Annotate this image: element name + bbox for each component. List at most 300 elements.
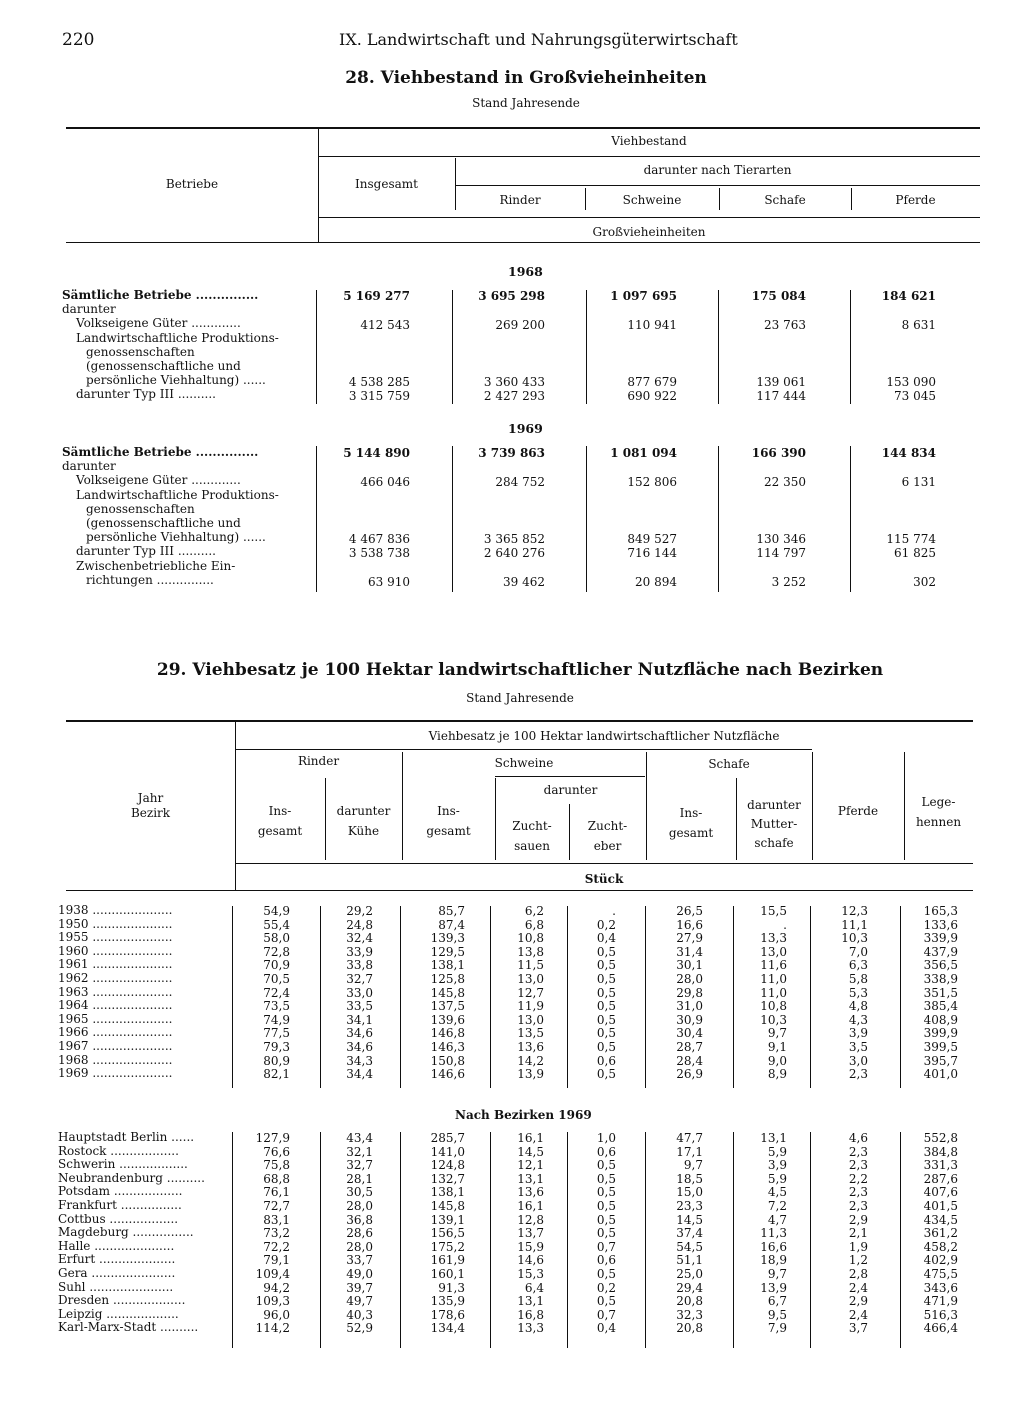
cell-value: 0,5	[596, 958, 616, 973]
cell-value: 47,7	[676, 1131, 703, 1145]
row-label: 1950 .....................	[58, 916, 173, 931]
cell-value: 31,0	[676, 999, 703, 1014]
cell-value: 15,9	[517, 1239, 544, 1254]
cell-value: 7,9	[767, 1321, 787, 1336]
header-schweine-ins-1: Ins-	[437, 804, 460, 818]
cell-value: 7,2	[767, 1199, 787, 1213]
cell-value: 331,3	[923, 1158, 958, 1173]
cell-value: 16,6	[760, 1239, 787, 1254]
cell-value: .	[783, 917, 787, 932]
cell-value: 175 084	[751, 289, 806, 303]
table-29-title: 29. Viehbesatz je 100 Hektar landwirtschaftlicher Nutzfläche nach Bezirken	[156, 660, 884, 680]
cell-value: 285,7	[430, 1131, 465, 1145]
cell-value: 3,5	[848, 1040, 868, 1054]
header-legehennen-1: Lege-	[921, 795, 956, 809]
cell-value: 34,6	[346, 1040, 373, 1054]
cell-value: 0,7	[596, 1239, 616, 1254]
cell-value: 32,7	[346, 1158, 373, 1173]
cell-value: 384,8	[923, 1144, 958, 1159]
row-label: 1966 .....................	[58, 1025, 173, 1040]
cell-value: 156,5	[430, 1226, 465, 1241]
cell-value: 2,3	[848, 1185, 868, 1200]
header-viehbestand: Viehbestand	[611, 134, 687, 148]
cell-value: 1,9	[848, 1239, 868, 1254]
cell-value: 138,1	[430, 1185, 465, 1200]
header-kuehe-2: Kühe	[347, 824, 380, 838]
cell-value: 0,2	[596, 917, 616, 932]
cell-value: 471,9	[923, 1294, 958, 1309]
cell-value: 141,0	[430, 1144, 465, 1159]
header-rinder: Rinder	[499, 193, 541, 207]
cell-value: 2 427 293	[483, 389, 545, 404]
cell-value: 85,7	[438, 904, 465, 918]
cell-value: 11,6	[760, 958, 787, 973]
header-darunter: darunter nach Tierarten	[643, 163, 792, 177]
cell-value: .	[612, 904, 616, 918]
row-label: 1963 .....................	[58, 984, 173, 999]
table-28-subtitle: Stand Jahresende	[472, 96, 580, 110]
cell-value: 33,5	[346, 999, 373, 1014]
header-betriebe: Betriebe	[165, 177, 219, 191]
cell-value: 1 097 695	[610, 289, 677, 303]
header-zuchtsauen-1: Zucht-	[512, 819, 552, 833]
cell-value: 13,0	[517, 972, 544, 986]
cell-value: 0,7	[596, 1307, 616, 1322]
cell-value: 145,8	[430, 985, 465, 1000]
cell-value: 0,5	[596, 1212, 616, 1227]
cell-value: 26,5	[676, 904, 703, 918]
year-heading-1969: 1969	[508, 421, 543, 436]
cell-value: 0,5	[596, 999, 616, 1014]
cell-value: 395,7	[923, 1053, 958, 1068]
chapter-title: IX. Landwirtschaft und Nahrungsgüterwirtschaft	[339, 30, 738, 49]
cell-value: 1,2	[848, 1253, 868, 1268]
row-label: genossenschaften	[86, 344, 195, 359]
cell-value: 269 200	[495, 318, 545, 333]
header-mutterschafe-1: darunter	[747, 798, 801, 812]
header-mutterschafe-2: Mutter-	[750, 817, 798, 831]
cell-value: 13,5	[517, 1026, 544, 1041]
row-label: Halle .....................	[58, 1238, 175, 1253]
cell-value: 114,2	[255, 1321, 290, 1336]
cell-value: 13,3	[760, 931, 787, 946]
row-label: 1955 .....................	[58, 930, 173, 945]
row-label: Schwerin ..................	[58, 1157, 188, 1172]
cell-value: 0,5	[596, 1067, 616, 1082]
header-zuchteber-1: Zucht-	[587, 819, 628, 833]
row-label: richtungen ...............	[86, 572, 214, 587]
cell-value: 13,1	[517, 1294, 544, 1309]
row-label: Volkseigene Güter .............	[76, 473, 241, 488]
cell-value: 0,5	[596, 1294, 616, 1309]
cell-value: 4,7	[767, 1212, 787, 1227]
row-label: Sämtliche Betriebe ...............	[62, 288, 259, 302]
row-label: darunter Typ III ..........	[76, 387, 216, 402]
cell-value: 351,5	[923, 985, 958, 1000]
cell-value: 399,5	[923, 1040, 958, 1054]
cell-value: 139 061	[756, 375, 806, 390]
year-heading-1968: 1968	[508, 264, 543, 279]
cell-value: 6,4	[524, 1280, 544, 1295]
header-schafe: Schafe	[764, 193, 806, 207]
cell-value: 2,3	[848, 1199, 868, 1213]
cell-value: 178,6	[430, 1307, 465, 1322]
cell-value: 138,1	[430, 958, 465, 973]
cell-value: 14,2	[517, 1053, 544, 1068]
row-label: Suhl ......................	[58, 1279, 174, 1294]
cell-value: 83,1	[263, 1212, 290, 1227]
cell-value: 34,6	[346, 1026, 373, 1041]
cell-value: 0,5	[596, 1185, 616, 1200]
cell-value: 877 679	[627, 375, 677, 390]
row-label: 1964 .....................	[58, 998, 173, 1013]
cell-value: 139,3	[430, 931, 465, 946]
row-label: Potsdam ..................	[58, 1184, 183, 1199]
cell-value: 153 090	[886, 375, 936, 390]
cell-value: 13,3	[517, 1321, 544, 1336]
cell-value: 3 739 863	[478, 446, 545, 460]
cell-value: 15,3	[517, 1267, 544, 1281]
cell-value: 152 806	[627, 475, 677, 490]
cell-value: 408,9	[923, 1012, 958, 1027]
cell-value: 55,4	[263, 917, 290, 932]
cell-value: 24,8	[346, 917, 373, 932]
cell-value: 1 081 094	[610, 446, 677, 460]
cell-value: 458,2	[923, 1239, 958, 1254]
cell-value: 10,8	[760, 999, 787, 1014]
cell-value: 16,1	[517, 1131, 544, 1145]
cell-value: 25,0	[676, 1267, 703, 1281]
cell-value: 28,6	[346, 1226, 373, 1241]
cell-value: 11,0	[760, 972, 787, 986]
cell-value: 34,3	[346, 1053, 373, 1068]
cell-value: 0,4	[596, 931, 616, 946]
cell-value: 3 252	[771, 574, 806, 589]
cell-value: 32,3	[676, 1307, 703, 1322]
row-label: Landwirtschaftliche Produktions-	[76, 330, 279, 345]
cell-value: 9,0	[767, 1053, 787, 1068]
cell-value: 72,8	[263, 944, 290, 959]
cell-value: 3 360 433	[483, 375, 545, 390]
cell-value: 54,5	[676, 1239, 703, 1254]
row-label: 1938 .....................	[58, 903, 173, 917]
cell-value: 146,8	[430, 1026, 465, 1041]
cell-value: 31,4	[676, 944, 703, 959]
row-label: Dresden ...................	[58, 1293, 186, 1308]
row-label: Hauptstadt Berlin ......	[58, 1130, 195, 1144]
cell-value: 166 390	[751, 446, 806, 460]
row-label: 1965 .....................	[58, 1011, 173, 1026]
row-label: Karl-Marx-Stadt ..........	[58, 1320, 199, 1335]
cell-value: 3 365 852	[483, 532, 545, 547]
cell-value: 76,6	[263, 1144, 290, 1159]
cell-value: 20,8	[676, 1294, 703, 1309]
row-label: Frankfurt ................	[58, 1198, 182, 1212]
row-label: Sämtliche Betriebe ...............	[62, 445, 259, 459]
cell-value: 356,5	[923, 958, 958, 973]
cell-value: 2,3	[848, 1158, 868, 1173]
cell-value: 139,6	[430, 1012, 465, 1027]
cell-value: 58,0	[263, 931, 290, 946]
cell-value: 79,3	[263, 1040, 290, 1054]
cell-value: 11,0	[760, 985, 787, 1000]
row-label: 1961 .....................	[58, 957, 173, 972]
cell-value: 61 825	[894, 546, 936, 561]
cell-value: 28,1	[346, 1171, 373, 1186]
cell-value: 0,5	[596, 1171, 616, 1186]
cell-value: 43,4	[346, 1131, 373, 1145]
cell-value: 37,4	[676, 1226, 703, 1241]
cell-value: 30,1	[676, 958, 703, 973]
cell-value: 33,7	[346, 1253, 373, 1268]
cell-value: 0,4	[596, 1321, 616, 1336]
cell-value: 13,9	[760, 1280, 787, 1295]
cell-value: 135,9	[430, 1294, 465, 1309]
cell-value: 12,3	[841, 904, 868, 918]
cell-value: 28,4	[676, 1053, 703, 1068]
cell-value: 17,1	[676, 1144, 703, 1159]
cell-value: 11,5	[517, 958, 544, 973]
cell-value: 115 774	[886, 532, 936, 547]
row-label: 1967 .....................	[58, 1039, 173, 1053]
cell-value: 690 922	[627, 389, 677, 404]
cell-value: 2,1	[848, 1226, 868, 1241]
cell-value: 23,3	[676, 1199, 703, 1213]
cell-value: 399,9	[923, 1026, 958, 1041]
cell-value: 475,5	[923, 1267, 958, 1281]
cell-value: 6,8	[524, 917, 544, 932]
header-schafe-ins-2: gesamt	[668, 826, 714, 840]
header-unit: Großvieheinheiten	[592, 225, 706, 239]
cell-value: 516,3	[923, 1307, 958, 1322]
cell-value: 70,9	[263, 958, 290, 973]
cell-value: 9,7	[767, 1267, 787, 1281]
cell-value: 6,7	[767, 1294, 787, 1309]
row-label: persönliche Viehhaltung) ......	[86, 373, 266, 388]
cell-value: 72,2	[263, 1239, 290, 1254]
header-bezirk: Bezirk	[130, 806, 171, 820]
cell-value: 51,1	[676, 1253, 703, 1268]
header-zuchteber-2: eber	[593, 839, 622, 853]
cell-value: 11,3	[760, 1226, 787, 1241]
cell-value: 361,2	[923, 1226, 958, 1241]
cell-value: 0,6	[596, 1253, 616, 1268]
cell-value: 9,1	[767, 1040, 787, 1054]
cell-value: 175,2	[430, 1239, 465, 1254]
cell-value: 466 046	[360, 475, 410, 490]
cell-value: 2,8	[848, 1267, 868, 1281]
header-viehbesatz: Viehbesatz je 100 Hektar landwirtschaftlicher Nutzfläche	[428, 729, 780, 743]
cell-value: 96,0	[263, 1307, 290, 1322]
row-label: Volkseigene Güter .............	[76, 316, 241, 331]
cell-value: 40,3	[346, 1307, 373, 1322]
cell-value: 110 941	[627, 318, 677, 333]
row-label: (genossenschaftliche und	[86, 359, 241, 373]
cell-value: 75,8	[263, 1158, 290, 1173]
cell-value: 3 538 738	[348, 546, 410, 561]
header-schweine: Schweine	[622, 193, 682, 207]
cell-value: 9,7	[767, 1026, 787, 1041]
cell-value: 30,4	[676, 1026, 703, 1041]
cell-value: 33,9	[346, 944, 373, 959]
cell-value: 34,1	[346, 1012, 373, 1027]
cell-value: 74,9	[263, 1012, 290, 1027]
cell-value: 0,6	[596, 1053, 616, 1068]
cell-value: 412 543	[360, 318, 410, 333]
cell-value: 4 538 285	[348, 375, 410, 390]
header-legehennen-2: hennen	[915, 815, 962, 829]
row-label: Magdeburg ................	[58, 1225, 194, 1240]
cell-value: 129,5	[430, 944, 465, 959]
cell-value: 68,8	[263, 1171, 290, 1186]
cell-value: 76,1	[263, 1185, 290, 1200]
cell-value: 49,7	[346, 1294, 373, 1309]
header-insgesamt: Insgesamt	[355, 177, 418, 191]
cell-value: 4 467 836	[348, 532, 410, 547]
cell-value: 7,0	[848, 944, 868, 959]
cell-value: 34,4	[346, 1067, 373, 1082]
cell-value: 145,8	[430, 1199, 465, 1213]
cell-value: 13,6	[517, 1185, 544, 1200]
cell-value: 338,9	[923, 972, 958, 986]
cell-value: 2,3	[848, 1067, 868, 1082]
cell-value: 52,9	[346, 1321, 373, 1336]
cell-value: 3,7	[848, 1321, 868, 1336]
cell-value: 4,3	[848, 1012, 868, 1027]
row-label: genossenschaften	[86, 501, 195, 516]
cell-value: 401,5	[923, 1199, 958, 1213]
cell-value: 18,9	[760, 1253, 787, 1268]
cell-value: 3 695 298	[478, 289, 545, 303]
cell-value: 28,0	[676, 972, 703, 986]
cell-value: 32,1	[346, 1144, 373, 1159]
cell-value: 9,7	[683, 1158, 703, 1173]
cell-value: 13,9	[517, 1067, 544, 1082]
cell-value: 28,0	[346, 1199, 373, 1213]
cell-value: 10,3	[760, 1012, 787, 1027]
cell-value: 87,4	[438, 917, 465, 932]
row-label: Neubrandenburg ..........	[58, 1170, 205, 1185]
cell-value: 3 315 759	[348, 389, 410, 404]
cell-value: 6,2	[524, 904, 544, 918]
cell-value: 15,5	[760, 904, 787, 918]
cell-value: 49,0	[346, 1267, 373, 1281]
cell-value: 11,9	[517, 999, 544, 1014]
cell-value: 73 045	[894, 389, 936, 404]
cell-value: 13,1	[517, 1171, 544, 1186]
cell-value: 5,8	[848, 972, 868, 986]
header-schweine: Schweine	[494, 756, 554, 770]
header-kuehe-1: darunter	[336, 804, 391, 818]
cell-value: 124,8	[430, 1158, 465, 1173]
page-number: 220	[62, 30, 95, 50]
cell-value: 5 169 277	[343, 289, 410, 303]
cell-value: 401,0	[923, 1067, 958, 1082]
cell-value: 5,9	[767, 1144, 787, 1159]
cell-value: 20,8	[676, 1321, 703, 1336]
cell-value: 12,8	[517, 1212, 544, 1227]
cell-value: 8,9	[767, 1067, 787, 1082]
cell-value: 20 894	[635, 574, 677, 589]
cell-value: 13,8	[517, 944, 544, 959]
cell-value: 0,5	[596, 1040, 616, 1054]
cell-value: 13,0	[760, 944, 787, 959]
row-label: Landwirtschaftliche Produktions-	[76, 487, 279, 502]
row-label: (genossenschaftliche und	[86, 516, 241, 530]
cell-value: 80,9	[263, 1053, 290, 1068]
cell-value: 1,0	[596, 1131, 616, 1145]
cell-value: 284 752	[495, 475, 545, 490]
cell-value: 139,1	[430, 1212, 465, 1227]
cell-value: 4,6	[848, 1131, 868, 1145]
cell-value: 72,4	[263, 985, 290, 1000]
header-rinder: Rinder	[297, 754, 340, 768]
cell-value: 73,5	[263, 999, 290, 1014]
cell-value: 434,5	[923, 1212, 958, 1227]
cell-value: 33,8	[346, 958, 373, 973]
cell-value: 82,1	[263, 1067, 290, 1082]
cell-value: 13,7	[517, 1226, 544, 1241]
cell-value: 39,7	[346, 1280, 373, 1295]
cell-value: 117 444	[756, 389, 806, 404]
cell-value: 33,0	[346, 985, 373, 1000]
header-jahr: Jahr	[137, 791, 164, 805]
row-label: Zwischenbetriebliche Ein-	[76, 558, 236, 573]
cell-value: 2,2	[848, 1171, 868, 1186]
cell-value: 54,9	[263, 904, 290, 918]
cell-value: 2,4	[848, 1280, 868, 1295]
cell-value: 161,9	[430, 1253, 465, 1268]
cell-value: 466,4	[923, 1321, 958, 1336]
cell-value: 3,9	[767, 1158, 787, 1173]
cell-value: 437,9	[923, 944, 958, 959]
cell-value: 3,9	[848, 1026, 868, 1041]
header-zuchtsauen-2: sauen	[514, 839, 550, 853]
cell-value: 552,8	[923, 1131, 958, 1145]
cell-value: 716 144	[627, 546, 677, 561]
cell-value: 2,9	[848, 1212, 868, 1227]
cell-value: 63 910	[368, 574, 410, 589]
header-schafe-ins-1: Ins-	[679, 806, 703, 820]
cell-value: 150,8	[430, 1053, 465, 1068]
header-rinder-ins-2: gesamt	[257, 824, 303, 838]
cell-value: 9,5	[767, 1307, 787, 1322]
row-label: Rostock ..................	[58, 1143, 179, 1158]
cell-value: 91,3	[438, 1280, 465, 1295]
cell-value: 5,9	[767, 1171, 787, 1186]
row-label: persönliche Viehhaltung) ......	[86, 530, 266, 545]
cell-value: 29,4	[676, 1280, 703, 1295]
cell-value: 134,4	[430, 1321, 465, 1336]
cell-value: 2,3	[848, 1144, 868, 1159]
cell-value: 30,5	[346, 1185, 373, 1200]
cell-value: 0,5	[596, 985, 616, 1000]
cell-value: 130 346	[756, 532, 806, 547]
cell-value: 14,5	[517, 1144, 544, 1159]
cell-value: 0,5	[596, 1226, 616, 1241]
cell-value: 0,6	[596, 1144, 616, 1159]
cell-value: 0,5	[596, 1199, 616, 1213]
cell-value: 2,4	[848, 1307, 868, 1322]
row-label: Gera ......................	[58, 1266, 176, 1280]
cell-value: 14,5	[676, 1212, 703, 1227]
cell-value: 165,3	[923, 904, 958, 918]
row-label: 1962 .....................	[58, 971, 173, 985]
cell-value: 29,2	[346, 904, 373, 918]
cell-value: 146,3	[430, 1040, 465, 1054]
cell-value: 6 131	[901, 475, 936, 490]
cell-value: 28,0	[346, 1239, 373, 1254]
